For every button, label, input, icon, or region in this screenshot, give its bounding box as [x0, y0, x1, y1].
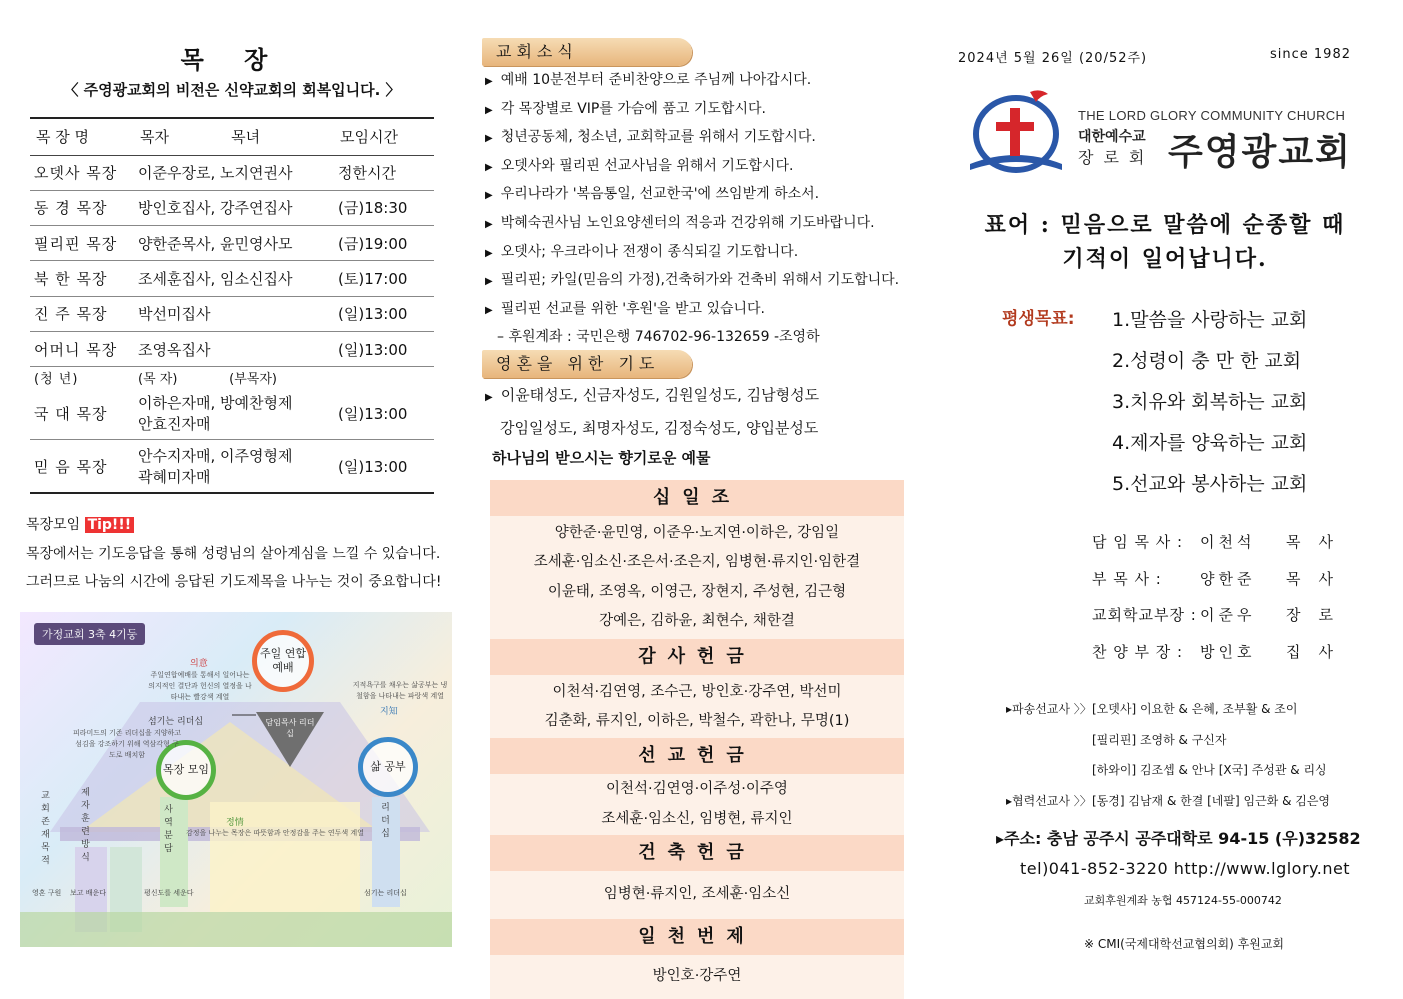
leaders-line1: 이하은자매, 방예찬형제 — [138, 394, 293, 413]
missionary-row: ▸파송선교사 〉〉[오뎃사] 이요한 & 은혜, 조부활 & 조이 — [1006, 702, 1298, 716]
will-text: 주일연합예배를 통해서 일어나는 의지적인 결단과 헌신의 열정을 나타내는 빨강색 계열 — [148, 671, 252, 701]
youth-header-bumokja: (부목자) — [229, 371, 277, 387]
missionary-row: ▸협력선교사 〉〉[동경] 김남재 & 한결 [네팔] 임근화 & 김은영 — [1006, 793, 1331, 808]
mokjang-leaders — [134, 440, 334, 493]
header-moknyeo: 목녀 — [225, 118, 334, 155]
church-logo — [960, 86, 1370, 178]
leaders-line2: 안효진자매 — [138, 415, 211, 434]
list-item: 4.제자를 양육하는 교회 — [1112, 432, 1308, 454]
news-banner: 교회소식 — [482, 38, 692, 66]
list-item: 3.치유와 회복하는 교회 — [1112, 391, 1308, 413]
list-item: ▶ 예배 10분전부터 준비찬양으로 주님께 나아갑시다. — [485, 72, 812, 88]
table-row — [30, 190, 434, 225]
pillar-ministry: 사역분담 — [162, 804, 172, 856]
mokjang-leaders: 방인호집사, 강주연집사 — [134, 190, 334, 225]
bottom-label-salvation: 영혼 구원 — [32, 889, 62, 897]
mokjang-leaders: 박선미집사 — [134, 296, 334, 331]
triangle-bullet-icon: ▶ — [485, 104, 493, 116]
mokjang-leaders: 양한준목사, 윤민영사모 — [134, 226, 334, 261]
support-account: 교회후원계좌 농협 457124-55-000742 — [1084, 894, 1282, 907]
mokjang-time: (일)13:00 — [334, 387, 434, 440]
mokjang-name: 북 한 목장 — [30, 261, 134, 296]
list-item: ▶ 오뎃사; 우크라이나 전쟁이 종식되길 기도합니다. — [485, 243, 799, 260]
offering-title-thousand: 일천번제 — [490, 919, 904, 955]
staff-row: 교회학교부장 : 이준우 장로 — [1092, 606, 1351, 624]
mokjang-time: (일)13:00 — [334, 331, 434, 366]
church-contact: tel)041-852-3220 http://www.lglory.net — [1020, 859, 1351, 878]
leader-label: 섬기는 리더십 — [148, 717, 204, 727]
list-item: ▶ 필리핀 선교를 위한 '후원'을 받고 있습니다. — [485, 300, 766, 317]
offering-names-thousand: 방인호·강주연 — [652, 967, 742, 984]
header-time: 모임시간 — [334, 118, 434, 155]
prayer-line: 강임일성도, 최명자성도, 김정숙성도, 양입분성도 — [500, 419, 819, 437]
offering-title-mission: 선교헌금 — [490, 738, 904, 774]
tip-label: 목장모임 — [26, 517, 81, 533]
motto-line2: 기적이 일어납니다. — [1062, 246, 1268, 272]
pillar-purpose: 교회존재목적 — [39, 790, 49, 868]
triangle-bullet-icon: ▶ — [485, 190, 493, 202]
cmi-note: ※ CMI(국제대학선교협의회) 후원교회 — [1084, 937, 1285, 951]
table-row — [30, 387, 434, 440]
youth-header-label: (청 년) — [34, 371, 79, 387]
triangle-bullet-icon: ▶ — [485, 218, 493, 230]
church-name: 주영광교회 — [1168, 132, 1352, 173]
bottom-label-learn: 보고 배운다 — [70, 889, 107, 897]
pillar-leadership: 리더십 — [379, 802, 389, 841]
mokjang-time: (토)17:00 — [334, 261, 434, 296]
table-row — [30, 440, 434, 493]
mokjang-time: (일)13:00 — [334, 296, 434, 331]
motto — [960, 208, 1370, 276]
list-item: ▶ 각 목장별로 VIP를 가슴에 품고 기도합시다. — [485, 100, 766, 117]
bulletin-date: 2024년 5월 26일 (20/52주) — [958, 51, 1148, 66]
missionary-row: [필리핀] 조영하 & 구신자 — [1092, 732, 1227, 747]
pyramid-text: 피라미드의 기존 리더십을 지양하고 섬김을 강조하기 위해 역삼각형 구도로 배치함 — [72, 729, 182, 759]
list-item: ▶ 우리나라가 '복음통일, 선교한국'에 쓰임받게 하소서. — [485, 186, 820, 203]
bottom-label-serving: 섬기는 리더십 — [364, 889, 407, 897]
knowledge-text: 지적욕구를 채우는 삶공부는 냉철함을 나타내는 파랑색 계열 — [352, 681, 448, 700]
mokjang-title: 목 장 — [180, 46, 284, 74]
worship-circle-label: 주일 연합예배 — [259, 647, 306, 674]
mokjang-name: 동 경 목장 — [30, 190, 134, 225]
vision-statement: 〈 주영광교회의 비전은 신약교회의 회복입니다. 〉 — [63, 81, 401, 99]
table-row — [30, 331, 434, 366]
triangle-bullet-icon: ▶ — [485, 392, 493, 403]
house-church-illustration — [20, 612, 452, 947]
tip-line: 그러므로 나눔의 시간에 응답된 기도제목을 나누는 것이 중요합니다! — [26, 574, 442, 590]
staff-row: 부 목 사 : 양한준 목사 — [1092, 569, 1351, 588]
mokjang-time: (금)18:30 — [334, 190, 434, 225]
youth-header-mokja: (목 자) — [138, 371, 178, 387]
offering-title-tithe: 십일조 — [490, 480, 904, 516]
triangle-bullet-icon: ▶ — [485, 276, 493, 288]
bottom-label-laity: 평신도를 세운다 — [144, 889, 194, 897]
table-row — [30, 226, 434, 261]
prayer-names — [485, 380, 819, 443]
goal-label: 평생목표: — [1002, 309, 1075, 329]
header-mokjang-name: 목 장 명 — [30, 118, 134, 155]
goal-list — [1112, 300, 1307, 505]
motto-line1: 표어 : 믿음으로 말씀에 순종할 때 — [984, 212, 1346, 238]
list-item: – 후원계좌 : 국민은행 746702-96-132659 -조영하 — [497, 329, 820, 346]
denomination-line1: 대한예수교 — [1078, 129, 1146, 145]
table-row — [30, 155, 434, 190]
triangle-bullet-icon: ▶ — [485, 304, 493, 316]
mokjang-name: 믿 음 목장 — [30, 440, 134, 493]
since-year: since 1982 — [1270, 47, 1351, 62]
pillar-discipleship: 제자훈련방식 — [79, 787, 89, 865]
illustration-badge: 가정교회 3축 4기둥 — [34, 623, 145, 645]
triangle-bullet-icon: ▶ — [485, 161, 493, 173]
worship-circle — [252, 630, 314, 692]
life-study-circle-label: 삶 공부 — [370, 760, 406, 773]
mokjang-circle-label: 목장 모임 — [162, 763, 209, 776]
mokjang-name: 필리핀 목장 — [30, 226, 134, 261]
mokjang-leaders: 조영옥집사 — [134, 331, 334, 366]
triangle-bullet-icon: ▶ — [485, 76, 493, 87]
knowledge-label: 지知 — [380, 707, 398, 717]
list-item: 2.성령이 충 만 한 교회 — [1112, 350, 1302, 372]
church-address: ▸주소: 충남 공주시 공주대학로 94-15 (우)32582 — [996, 829, 1361, 848]
mokjang-leaders: 이준우장로, 노지연권사 — [134, 155, 334, 190]
header-mokja: 목자 — [134, 118, 225, 155]
will-label: 의意 — [190, 659, 208, 669]
table-row — [30, 296, 434, 331]
emotion-label: 정情 — [226, 818, 244, 828]
staff-list — [1092, 524, 1351, 670]
mokjang-name: 국 대 목장 — [30, 387, 134, 440]
mokjang-leaders: 조세훈집사, 임소신집사 — [134, 261, 334, 296]
tip-line: 목장에서는 기도응답을 통해 성령님의 살아계심을 느낄 수 있습니다. — [26, 546, 441, 562]
offering-heading: 하나님의 받으시는 향기로운 예물 — [492, 449, 711, 467]
church-emblem-icon — [960, 86, 1072, 178]
offering-names-building: 임병현·류지인, 조세훈·임소신 — [603, 886, 791, 903]
triangle-bullet-icon: ▶ — [485, 133, 493, 145]
staff-row: 담 임 목 사 : 이천석 목사 — [1092, 533, 1351, 551]
staff-row: 찬 양 부 장 : 방인호 집사 — [1092, 642, 1351, 661]
offering-title-building: 건축헌금 — [490, 835, 904, 871]
prayer-banner: 영혼을 위한 기도 — [482, 350, 692, 378]
offering-names-mission: 이천석·김연영·이주성·이주영 조세훈·임소신, 임병현, 류지인 — [601, 781, 793, 827]
missionary-list — [1006, 694, 1330, 816]
offering-names-thanks: 이천석·김연영, 조수근, 방인호·강주연, 박선미 김춘화, 류지인, 이하은, 박철수, 곽한나, 무명(1) — [544, 683, 850, 730]
church-name-english: THE LORD GLORY COMMUNITY CHURCH — [1078, 108, 1346, 123]
offering-box — [490, 480, 904, 999]
mokjang-name: 어머니 목장 — [30, 331, 134, 366]
tip-heading — [26, 514, 134, 534]
list-item: ▶ 오뎃사와 필리핀 선교사님을 위해서 기도합시다. — [485, 157, 794, 174]
list-item: 1.말씀을 사랑하는 교회 — [1112, 309, 1308, 331]
list-item: 5.선교와 봉사하는 교회 — [1112, 473, 1308, 495]
leaders-line1: 안수지자매, 이주영형제 — [138, 447, 293, 466]
mokjang-table — [30, 117, 434, 494]
mokjang-time: (일)13:00 — [334, 440, 434, 493]
prayer-line: ▶ 이윤태성도, 신금자성도, 김원일성도, 김남형성도 — [485, 386, 820, 404]
mokjang-time: (금)19:00 — [334, 226, 434, 261]
life-study-circle — [358, 737, 418, 797]
youth-header-row — [30, 367, 434, 387]
offering-names-tithe: 양한준·윤민영, 이준우·노지연·이하은, 강임일 조세훈·임소신·조은서·조은지, 임병현·류지인·임한결 이윤태, 조영옥, 이영근, 장현지, 주성현, 김근형 강예은, 김하윤, 최현수, 채한결 — [533, 525, 861, 630]
triangle-bullet-icon: ▶ — [485, 247, 493, 259]
table-row — [30, 261, 434, 296]
list-item: ▶ 박혜숙권사님 노인요양센터의 적응과 건강위해 기도바랍니다. — [485, 214, 875, 231]
news-list — [485, 66, 899, 352]
list-item: ▶ 청년공동체, 청소년, 교회학교를 위해서 기도합시다. — [485, 129, 816, 146]
missionary-row: [하와이] 김조셉 & 안나 [X국] 주성관 & 리싱 — [1092, 763, 1327, 777]
list-item: ▶ 필리핀; 카일(믿음의 가정),건축허가와 건축비 위해서 기도합니다. — [485, 272, 900, 289]
denomination-line2: 장로회 — [1078, 148, 1155, 167]
tip-text — [26, 540, 441, 596]
emotion-text: 감정을 나누는 목장은 따뜻함과 안정감을 주는 연두색 계열 — [186, 829, 364, 837]
leaders-line2: 곽혜미자매 — [138, 468, 211, 487]
tip-badge: Tip!!! — [85, 517, 135, 533]
mokjang-name: 진 주 목장 — [30, 296, 134, 331]
triangle-label: 담임목사 리더십 — [265, 718, 315, 738]
mokjang-leaders — [134, 387, 334, 440]
offering-title-thanks: 감사헌금 — [490, 639, 904, 675]
mokjang-name: 오뎃사 목장 — [30, 155, 134, 190]
mokjang-time: 정한시간 — [334, 155, 434, 190]
